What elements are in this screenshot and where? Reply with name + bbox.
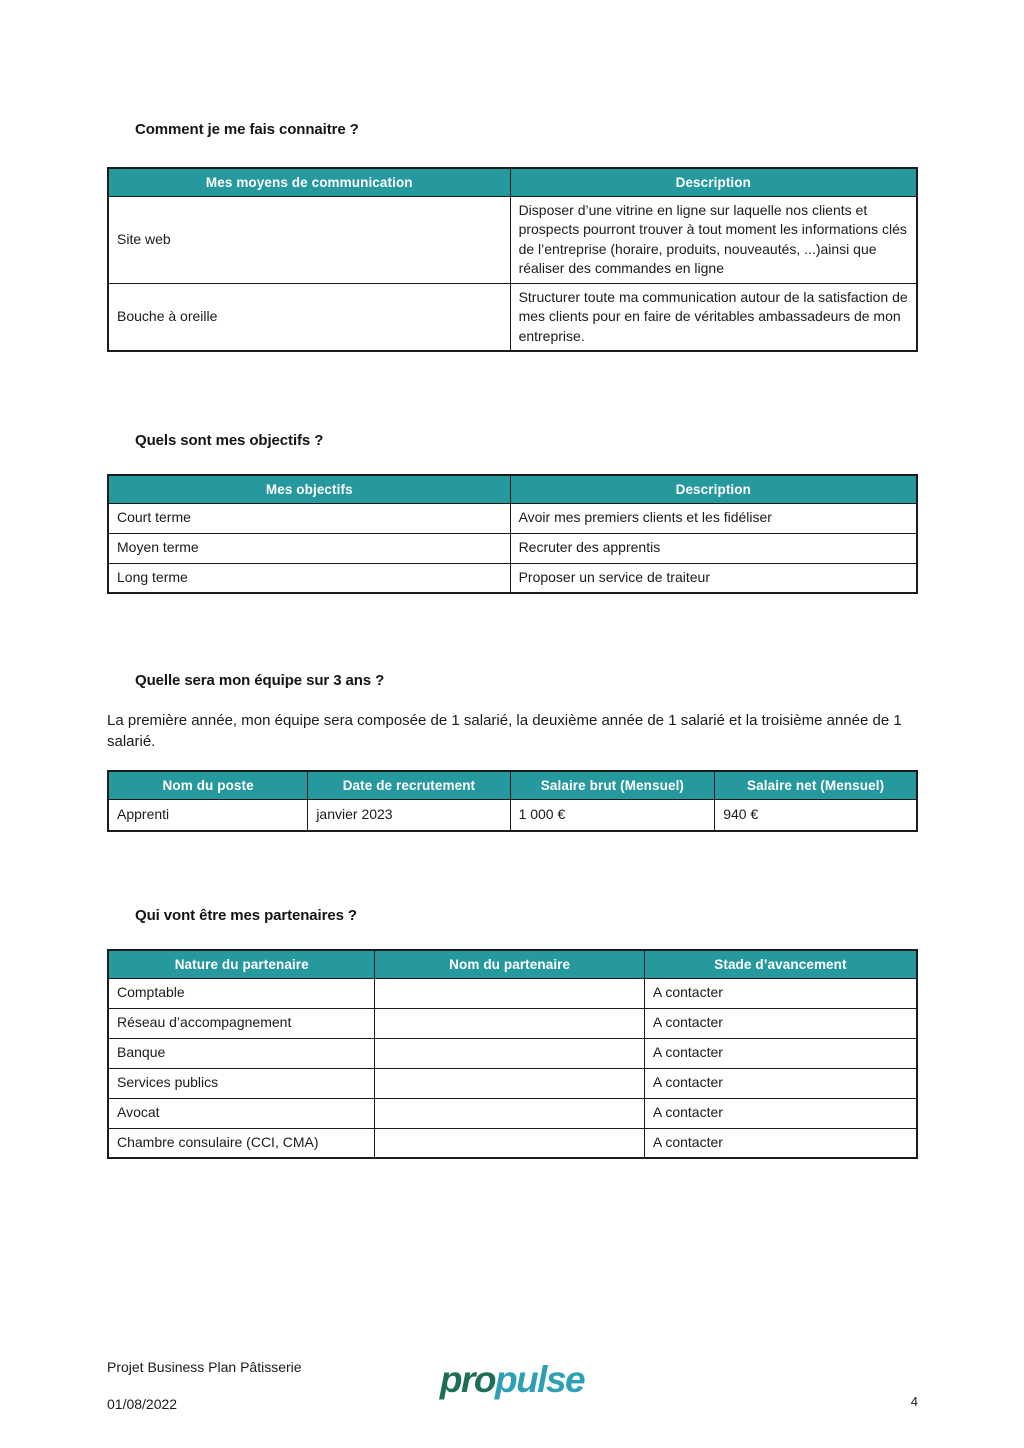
table-cell: A contacter: [644, 1038, 917, 1068]
table-cell: Avoir mes premiers clients et les fidéliser: [510, 503, 917, 533]
table-header-row: [108, 168, 917, 196]
column-header: Salaire brut (Mensuel): [510, 771, 715, 799]
table-row: [108, 533, 917, 563]
table-header-row: [108, 475, 917, 503]
footer-date: 01/08/2022: [107, 1396, 178, 1412]
equipe-table: [107, 770, 918, 832]
column-header: Date de recrutement: [308, 771, 510, 799]
table-cell: 940 €: [715, 799, 917, 831]
section-heading-objectifs: Quels sont mes objectifs ?: [135, 432, 324, 449]
table-header-row: [108, 771, 917, 799]
section-heading-partenaires: Qui vont être mes partenaires ?: [135, 907, 357, 924]
table-cell: Site web: [108, 196, 510, 283]
table-cell: Banque: [108, 1038, 375, 1068]
page-content: [107, 0, 918, 1159]
table-row: [108, 283, 917, 351]
column-header: Mes moyens de communication: [108, 168, 510, 196]
partenaires-table: [107, 949, 918, 1159]
table-cell: Court terme: [108, 503, 510, 533]
logo-text-pro: pro: [439, 1359, 495, 1400]
table-row: [108, 1038, 917, 1068]
column-header: Nom du partenaire: [375, 950, 644, 978]
table-row: [108, 1008, 917, 1038]
column-header: Salaire net (Mensuel): [715, 771, 917, 799]
table-cell: A contacter: [644, 1008, 917, 1038]
table-cell: Long terme: [108, 563, 510, 593]
column-header: Nature du partenaire: [108, 950, 375, 978]
page-number: 4: [910, 1394, 918, 1409]
table-cell: Services publics: [108, 1068, 375, 1098]
table-header-row: [108, 950, 917, 978]
table-row: [108, 563, 917, 593]
table-cell: Chambre consulaire (CCI, CMA): [108, 1128, 375, 1158]
table-cell: [375, 1068, 644, 1098]
table-cell: Structurer toute ma communication autour de la satisfaction de mes clients pour en faire de véritables ambassadeurs de mon entreprise.: [510, 283, 917, 351]
table-cell: Moyen terme: [108, 533, 510, 563]
table-row: [108, 978, 917, 1008]
table-row: [108, 503, 917, 533]
table-cell: 1 000 €: [510, 799, 715, 831]
table-cell: Disposer d’une vitrine en ligne sur laquelle nos clients et prospects pourront trouver à tout moment les informations clés de l’entreprise (horaire, produits, nouveautés, ...)ainsi que réaliser des commandes en ligne: [510, 196, 917, 283]
table-cell: Réseau d’accompagnement: [108, 1008, 375, 1038]
column-header: Mes objectifs: [108, 475, 510, 503]
table-cell: Avocat: [108, 1098, 375, 1128]
table-cell: [375, 1008, 644, 1038]
table-cell: [375, 1038, 644, 1068]
table-row: [108, 1098, 917, 1128]
table-cell: A contacter: [644, 1098, 917, 1128]
equipe-paragraph: La première année, mon équipe sera composée de 1 salarié, la deuxième année de 1 salarié et la troisième année de 1 salarié.: [107, 712, 902, 750]
table-cell: Apprenti: [108, 799, 308, 831]
column-header: Nom du poste: [108, 771, 308, 799]
communication-table: [107, 167, 918, 352]
table-cell: A contacter: [644, 978, 917, 1008]
table-cell: Bouche à oreille: [108, 283, 510, 351]
table-cell: A contacter: [644, 1068, 917, 1098]
logo-text-pulse: pulse: [494, 1359, 585, 1400]
table-row: [108, 196, 917, 283]
column-header: Description: [510, 168, 917, 196]
column-header: Stade d’avancement: [644, 950, 917, 978]
objectifs-table: [107, 474, 918, 594]
footer-project-title: Projet Business Plan Pâtisserie: [107, 1359, 302, 1375]
table-cell: Recruter des apprentis: [510, 533, 917, 563]
section-heading-equipe: Quelle sera mon équipe sur 3 ans ?: [135, 672, 385, 689]
section-heading-communication: Comment je me fais connaitre ?: [135, 121, 359, 138]
table-cell: A contacter: [644, 1128, 917, 1158]
table-cell: Proposer un service de traiteur: [510, 563, 917, 593]
table-row: [108, 1128, 917, 1158]
table-cell: janvier 2023: [308, 799, 510, 831]
table-cell: [375, 978, 644, 1008]
table-row: [108, 1068, 917, 1098]
table-cell: [375, 1098, 644, 1128]
table-cell: [375, 1128, 644, 1158]
table-cell: Comptable: [108, 978, 375, 1008]
column-header: Description: [510, 475, 917, 503]
table-row: [108, 799, 917, 831]
